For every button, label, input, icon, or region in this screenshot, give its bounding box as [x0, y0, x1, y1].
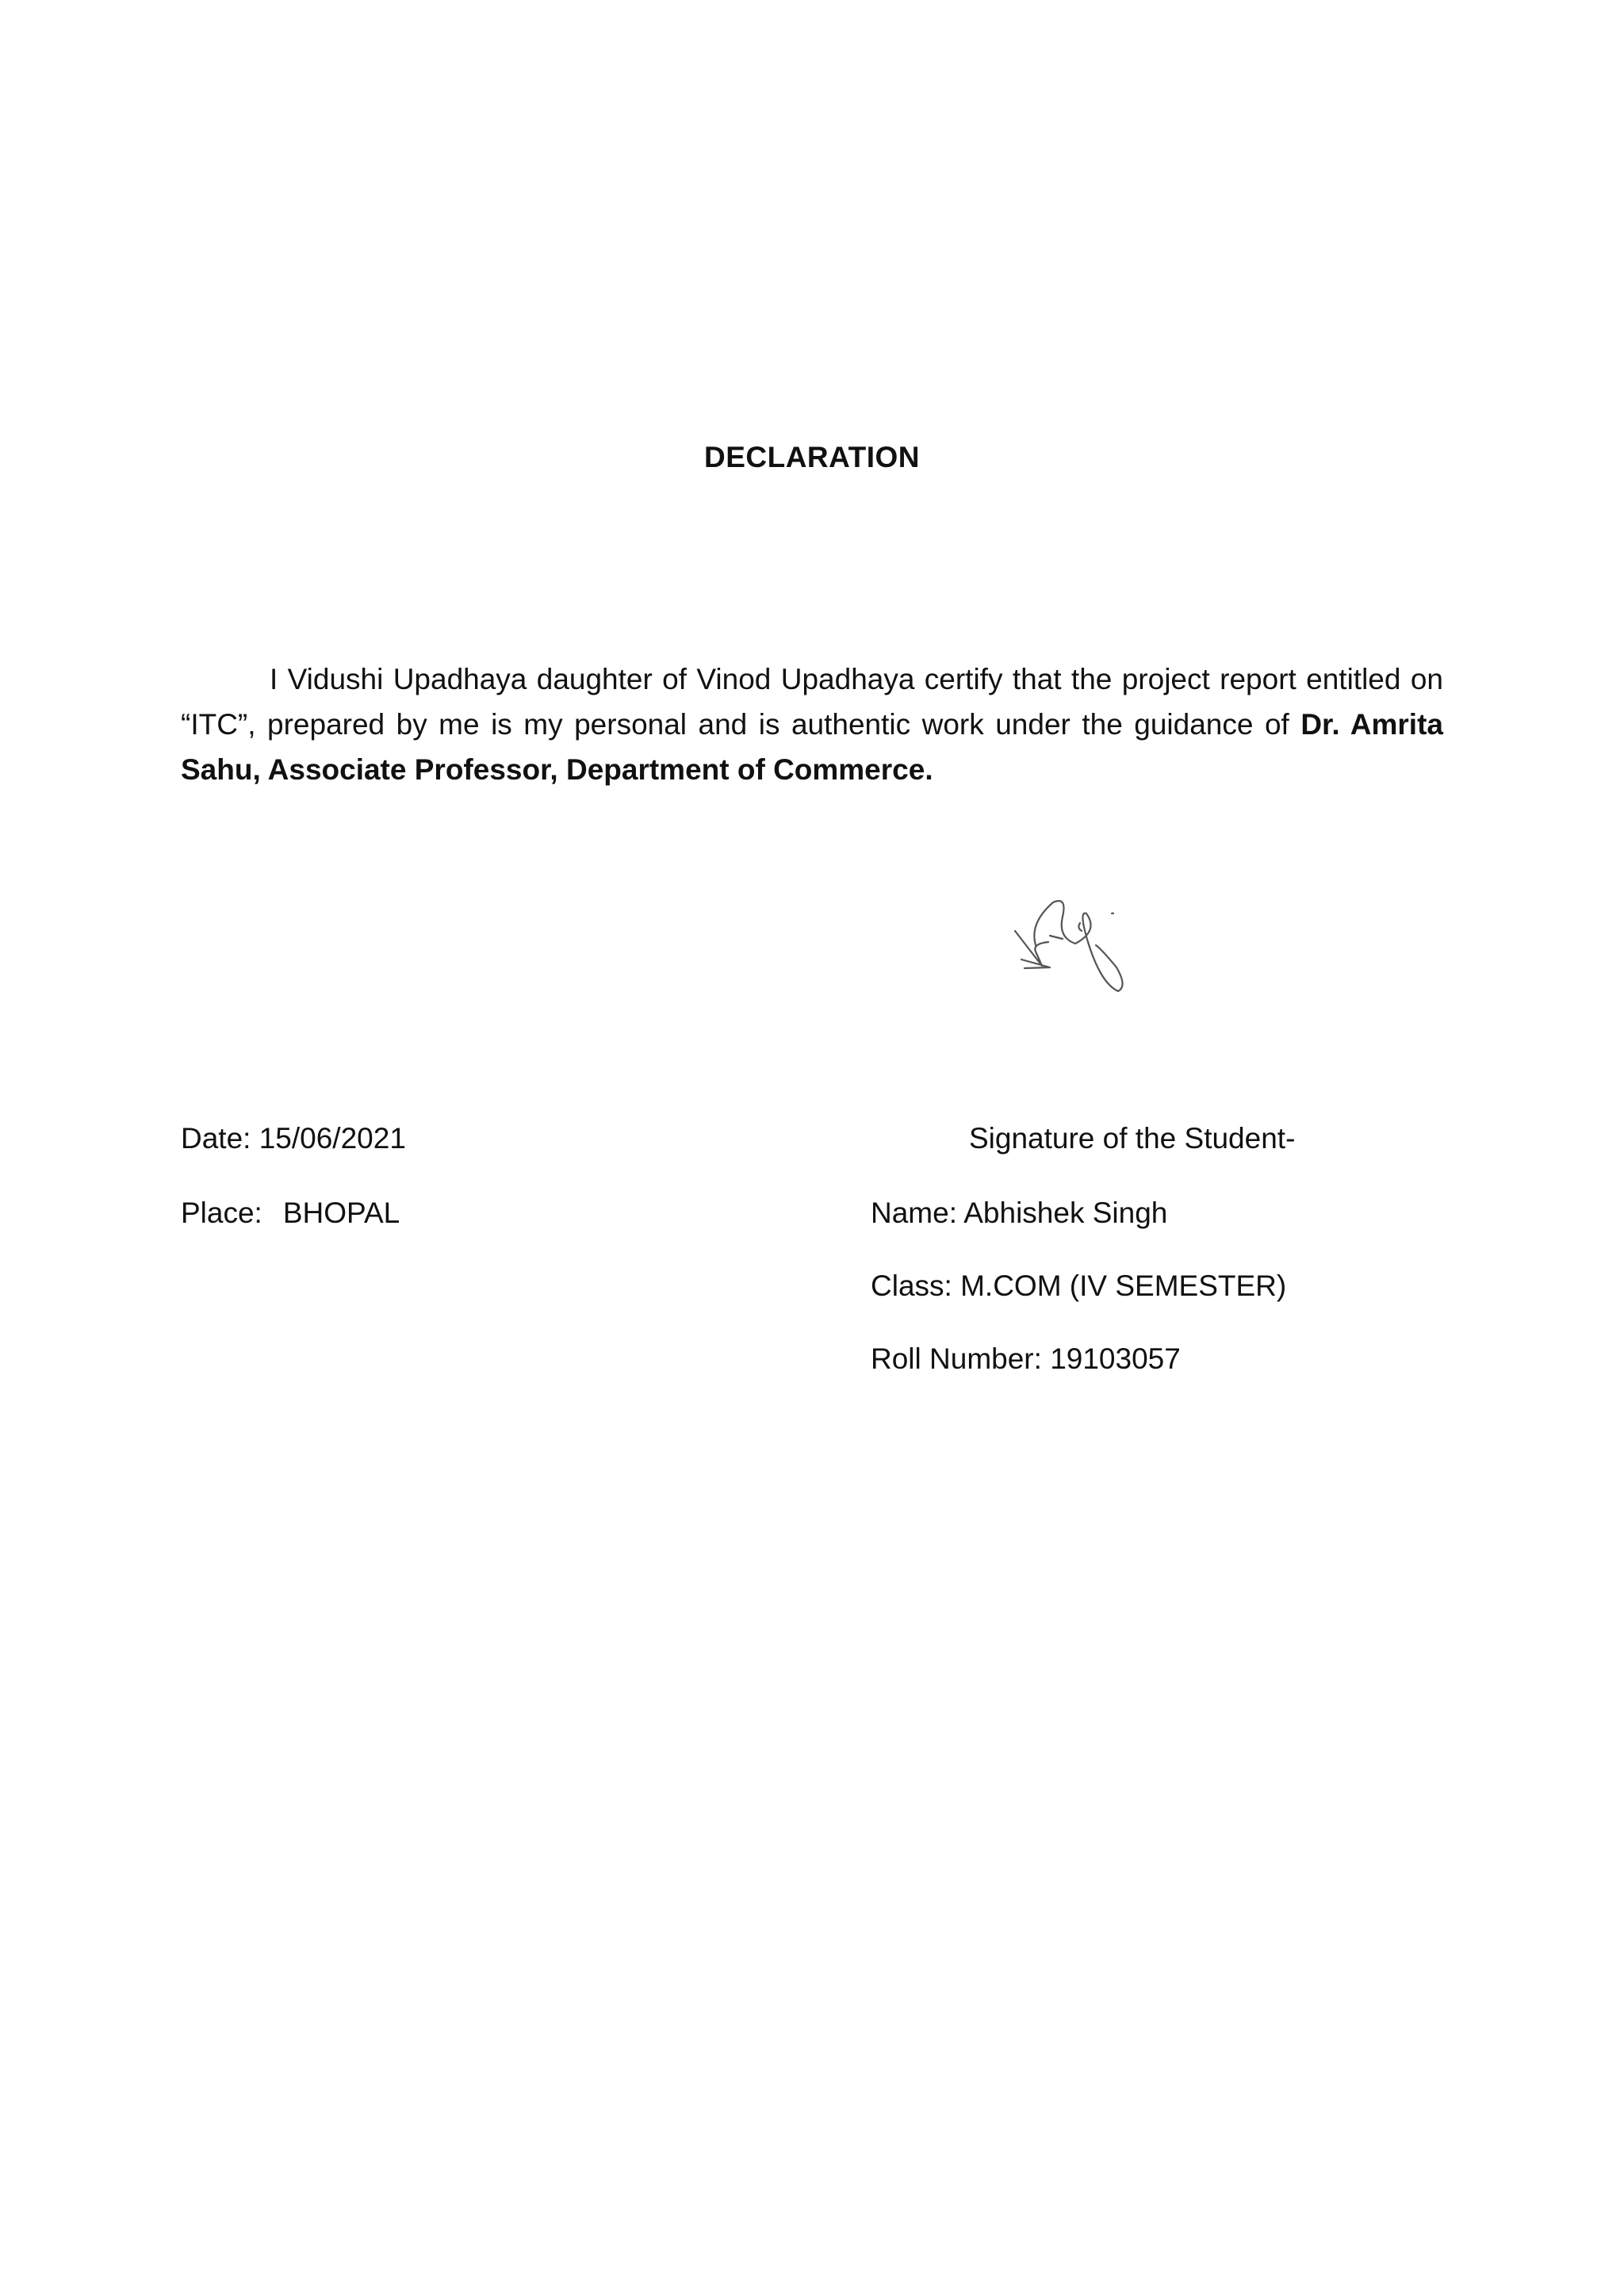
roll-label: Roll Number:: [871, 1342, 1042, 1375]
signature-label: Signature of the Student-: [969, 1122, 1296, 1155]
date-label: Date:: [181, 1122, 251, 1155]
date-value: 15/06/2021: [259, 1122, 406, 1155]
student-name-field: [871, 1196, 1167, 1231]
handwritten-signature-icon: [1001, 890, 1143, 1009]
class-label: Class:: [871, 1270, 952, 1302]
place-value: BHOPAL: [282, 1197, 400, 1229]
guide-details: Dr. Amrita Sahu, Associate Professor, Department of Commerce.: [181, 708, 1443, 786]
name-value: Abhishek Singh: [963, 1197, 1168, 1229]
declaration-paragraph: [181, 657, 1443, 792]
roll-value: 19103057: [1050, 1342, 1181, 1375]
date-field: [181, 1121, 406, 1156]
declaration-text: I Vidushi Upadhaya daughter of Vinod Upadhaya certify that the project report entitled on “ITC”, prepared by me is my personal and is authentic work under the guidance of: [181, 663, 1443, 741]
place-field: [181, 1196, 400, 1231]
student-class-field: [871, 1269, 1286, 1304]
name-label: Name:: [871, 1197, 957, 1229]
class-value: M.COM (IV SEMESTER): [960, 1270, 1287, 1302]
page-title: DECLARATION: [703, 441, 920, 473]
roll-number-field: [871, 1342, 1181, 1377]
place-label: Place:: [181, 1197, 262, 1229]
